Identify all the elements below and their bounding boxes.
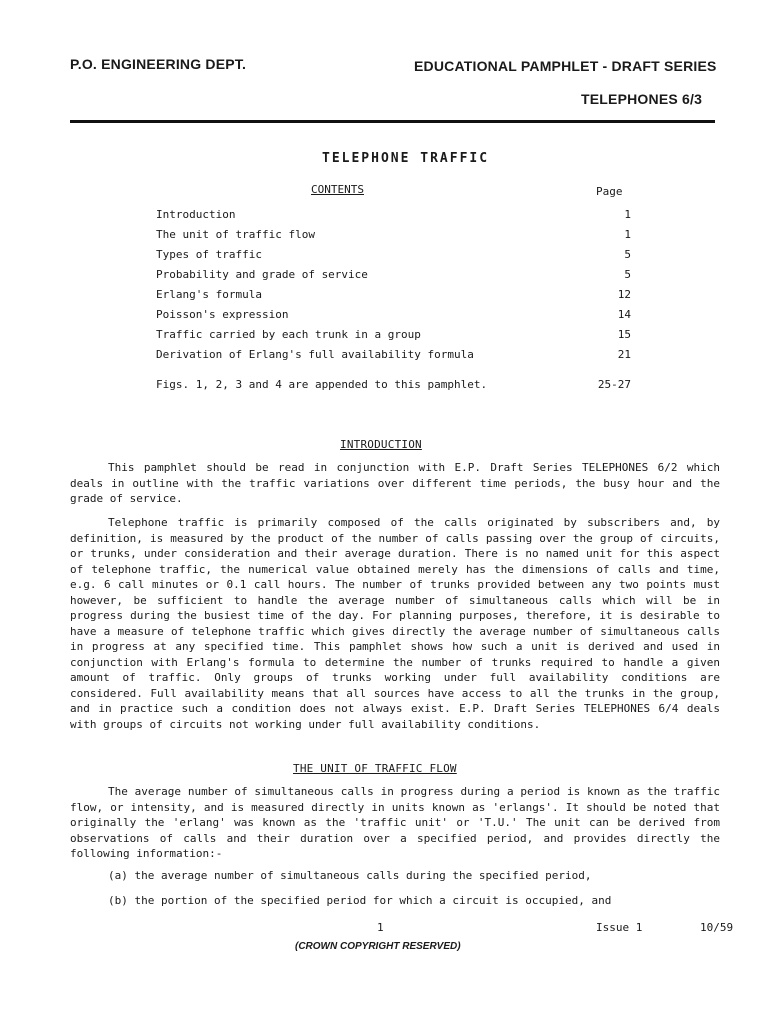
toc-entry-page: 5 (624, 248, 631, 261)
toc-entry (156, 208, 631, 228)
toc-entry (156, 288, 631, 308)
toc-entry (156, 268, 631, 288)
header-rule (70, 120, 715, 123)
toc-entry-page: 21 (617, 348, 631, 361)
toc-entry (156, 348, 631, 368)
toc-entry (156, 248, 631, 268)
toc-entry-title: Probability and grade of service (156, 268, 368, 281)
contents-heading: CONTENTS (311, 183, 364, 196)
page-number: 1 (377, 921, 384, 934)
toc-entry-title: Derivation of Erlang's full availability formula (156, 348, 474, 361)
figures-note-pages: 25-27 (597, 378, 631, 391)
introduction-paragraph-1: This pamphlet should be read in conjunction with E.P. Draft Series TELEPHONES 6/2 which deals in outline with the traffic variations over different time periods, the busy hour and the grade of service. (70, 461, 720, 505)
list-item-b: (b) the portion of the specified period for which a circuit is occupied, and (108, 894, 612, 907)
header-series-title: EDUCATIONAL PAMPHLET - DRAFT SERIES (414, 58, 717, 74)
contents-page-heading: Page (596, 185, 623, 198)
toc-entry-page: 12 (617, 288, 631, 301)
figures-note-text: Figs. 1, 2, 3 and 4 are appended to this pamphlet. (156, 378, 488, 391)
copyright-notice: (CROWN COPYRIGHT RESERVED) (295, 941, 461, 952)
toc-entry-page: 1 (624, 208, 631, 221)
figures-note (156, 378, 631, 391)
toc-entry-title: Erlang's formula (156, 288, 262, 301)
table-of-contents (156, 208, 631, 368)
toc-entry-page: 1 (624, 228, 631, 241)
toc-entry (156, 308, 631, 328)
toc-entry-title: Introduction (156, 208, 236, 221)
header-department: P.O. ENGINEERING DEPT. (70, 56, 247, 72)
introduction-paragraph-2: Telephone traffic is primarily composed of the calls originated by subscribers and, by definition, is measured by the product of the number of calls passing over the group of circuits, or trunks, under consideration and their average duration. There is no named unit for this aspect of telephone traffic, the numerical value obtained merely has the dimensions of calls and time, e.g. 6 call minutes or 0.1 call hours. The number of trunks provided between any two points must however, be sufficient to handle the average number of simultaneous calls which will be in progress during the busiest time of the day. For planning purposes, therefore, it is desirable to have a measure of telephone traffic which gives directly the average number of simultaneous calls in progress at any specified time. This pamphlet shows how such a unit is derived and used in conjunction with Erlang's formula to determine the number of trunks required to handle a given amount of traffic. Only groups of trunks working under full availability conditions are considered. Full availability means that all sources have access to all the trunks in the group, and in practice such a condition does not always exist. E.P. Draft Series TELEPHONES 6/4 deals with groups of circuits not working under full availability conditions. (70, 516, 720, 731)
document-title: TELEPHONE TRAFFIC (322, 151, 490, 166)
toc-entry-title: Poisson's expression (156, 308, 289, 321)
introduction-heading: INTRODUCTION (340, 438, 422, 451)
toc-entry (156, 228, 631, 248)
toc-entry-page: 14 (617, 308, 631, 321)
list-item-a: (a) the average number of simultaneous calls during the specified period, (108, 869, 592, 882)
toc-entry (156, 328, 631, 348)
toc-entry-page: 5 (624, 268, 631, 281)
toc-entry-title: Traffic carried by each trunk in a group (156, 328, 421, 341)
toc-entry-title: Types of traffic (156, 248, 262, 261)
toc-entry-title: The unit of traffic flow (156, 228, 315, 241)
header-series-number: TELEPHONES 6/3 (581, 91, 703, 107)
unit-of-traffic-heading: THE UNIT OF TRAFFIC FLOW (293, 762, 457, 775)
issue-label: Issue 1 (596, 921, 643, 934)
unit-of-traffic-paragraph: The average number of simultaneous calls in progress during a period is known as the traffic flow, or intensity, and is measured directly in units known as 'erlangs'. It should be noted that originally the 'erlang' was known as the 'traffic unit' or 'T.U.' The unit can be derived from observations of calls and their duration over a specified period, and provides directly the following information:- (70, 785, 720, 860)
toc-entry-page: 15 (617, 328, 631, 341)
issue-date: 10/59 (700, 921, 734, 934)
